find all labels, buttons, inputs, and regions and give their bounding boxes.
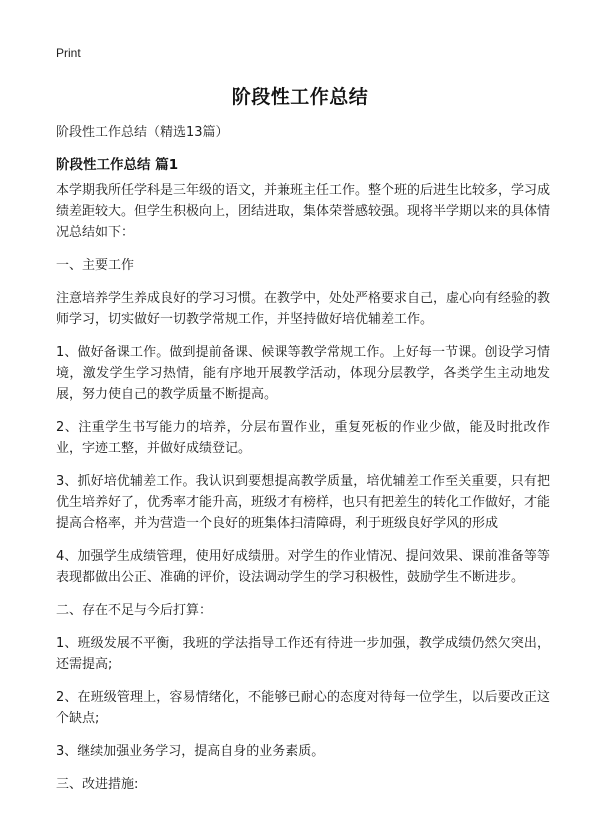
subheading-improvements: 三、改进措施: (56, 777, 139, 792)
document-subtitle: 阶段性工作总结（精选13篇） (56, 125, 229, 140)
section-heading: 阶段性工作总结 篇1 (56, 157, 179, 173)
subheading-main-work: 一、主要工作 (56, 258, 135, 273)
paragraph-study: 3、继续加强业务学习，提高自身的业务素质。 (56, 744, 325, 759)
document-body (56, 180, 550, 807)
paragraph-tutoring: 3、抓好培优辅差工作。我认识到要想提高教学质量，培优辅差工作至关重要，只有把优生培养好了，优秀率才能升高，班级才有榜样，也只有把差生的转化工作做好，才能提高合格率，并为营造一个良好的班集体扫清障碍，利于班级良好学风的形成 (56, 474, 551, 531)
paragraph-management: 2、在班级管理上，容易情绪化，不能够已耐心的态度对待每一位学生，以后要改正这个缺点; (56, 690, 550, 726)
print-link[interactable]: Print (56, 46, 81, 60)
paragraph-writing: 2、注重学生书写能力的培养，分层布置作业，重复死板的作业少做，能及时批改作业，字迹工整，并做好成绩登记。 (56, 420, 550, 456)
paragraph-lesson-prep: 1、做好备课工作。做到提前备课、候课等教学常规工作。上好每一节课。创设学习情境，激发学生学习热情，能有序地开展教学活动，体现分层教学，各类学生主动地发展，努力使自己的教学质量不断提高。 (56, 345, 550, 402)
page-title: 阶段性工作总结 (231, 86, 369, 108)
paragraph-grades: 4、加强学生成绩管理，使用好成绩册。对学生的作业情况、提问效果、课前准备等等表现都做出公正、准确的评价，设法调动学生的学习积极性，鼓励学生不断进步。 (56, 549, 550, 585)
paragraph-imbalance: 1、班级发展不平衡，我班的学法指导工作还有待进一步加强，教学成绩仍然欠突出，还需提高; (56, 636, 550, 672)
subheading-shortcomings: 二、存在不足与今后打算： (56, 603, 213, 618)
paragraph-intro: 本学期我所任学科是三年级的语文，并兼班主任工作。整个班的后进生比较多，学习成绩差距较大。但学生积极向上，团结进取，集体荣誉感较强。现将半学期以来的具体情况总结如下： (56, 183, 551, 240)
paragraph-habits: 注意培养学生养成良好的学习习惯。在教学中，处处严格要求自己，虚心向有经验的教师学习，切实做好一切教学常规工作，并坚持做好培优辅差工作。 (56, 291, 551, 327)
